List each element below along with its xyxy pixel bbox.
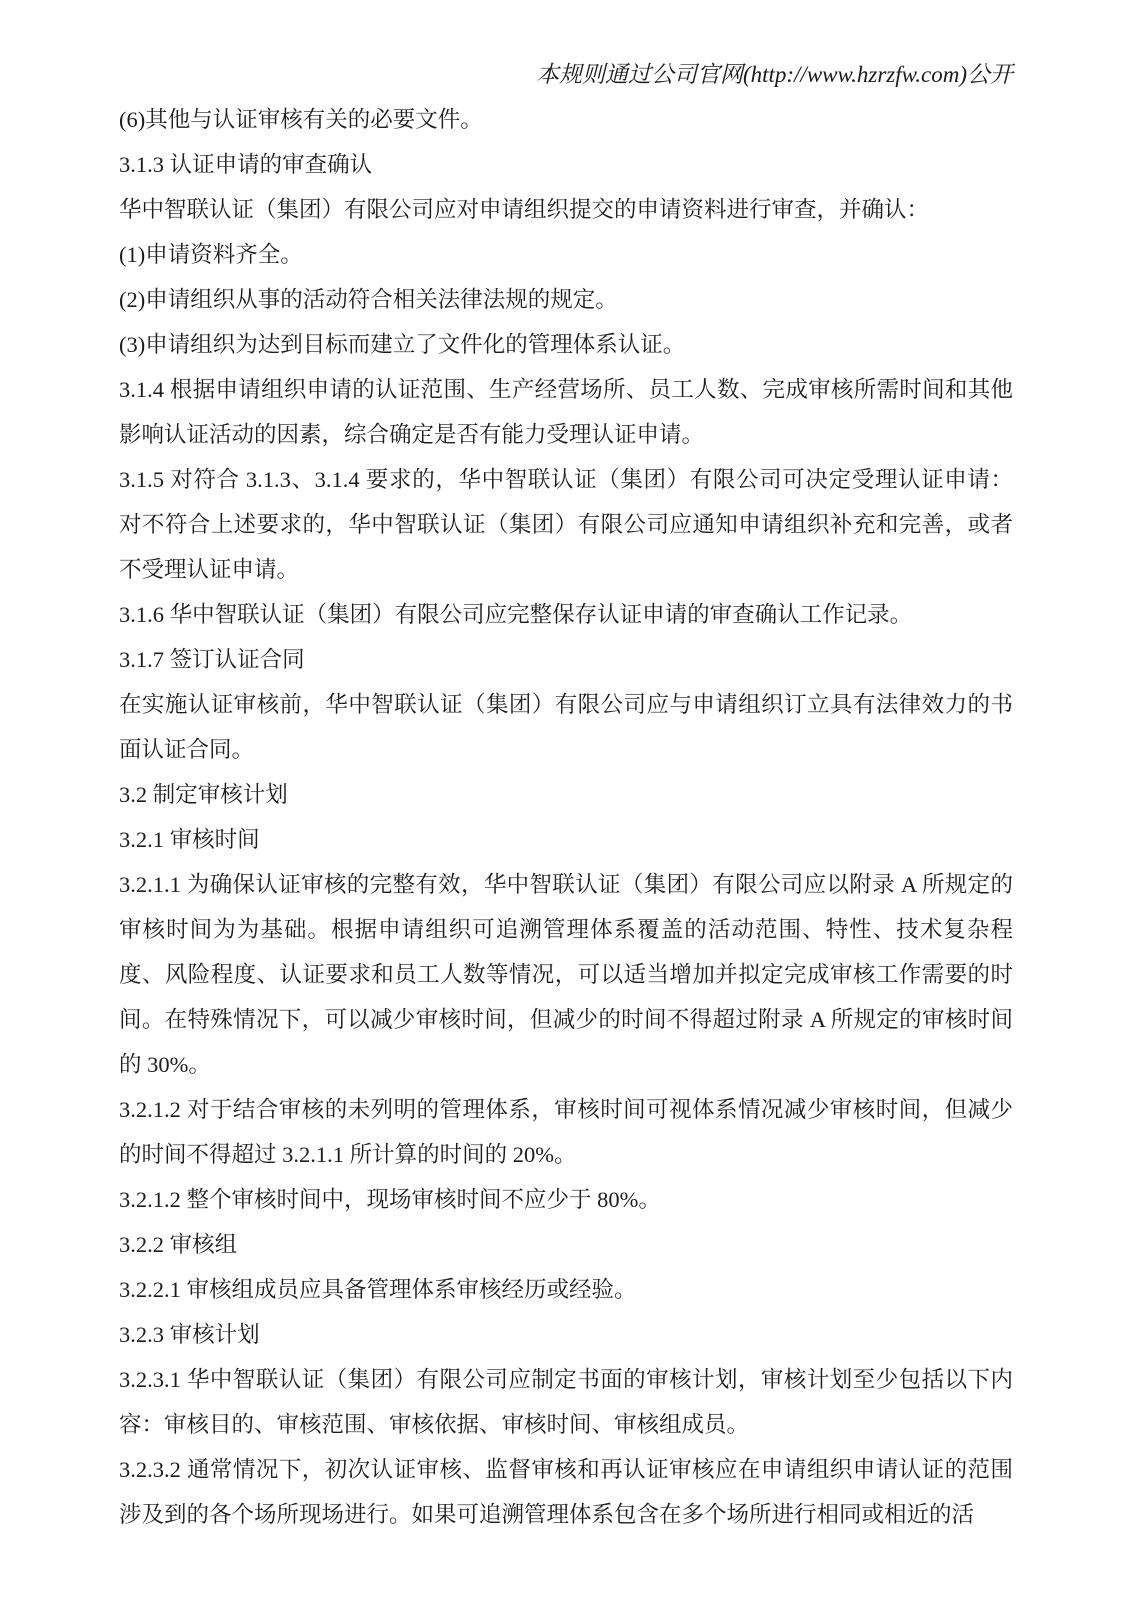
paragraph: 3.2.2 审核组 — [119, 1232, 238, 1257]
paragraph: 3.1.6 华中智联认证（集团）有限公司应完整保存认证申请的审查确认工作记录。 — [119, 602, 913, 627]
paragraph: 3.2.1.2 对于结合审核的未列明的管理体系，审核时间可视体系情况减少审核时间，但减少的时间不得超过 3.2.1.1 所计算的时间的 20%。 — [119, 1097, 1013, 1167]
page-header-note: 本规则通过公司官网(http://www.hzrzfw.com)公开 — [535, 62, 1013, 87]
paragraph: (6)其他与认证审核有关的必要文件。 — [119, 107, 483, 132]
paragraph: (1)申请资料齐全。 — [119, 242, 303, 267]
paragraph: 3.1.5 对符合 3.1.3、3.1.4 要求的，华中智联认证（集团）有限公司可决定受理认证申请：对不符合上述要求的，华中智联认证（集团）有限公司应通知申请组织补充和完善，或者不受理认证申请。 — [119, 467, 1013, 582]
paragraph: 3.1.3 认证申请的审查确认 — [119, 152, 373, 177]
paragraph: 华中智联认证（集团）有限公司应对申请组织提交的申请资料进行审查，并确认： — [119, 197, 930, 222]
document-content — [119, 54, 1013, 1537]
paragraph: 3.2.1.2 整个审核时间中，现场审核时间不应少于 80%。 — [119, 1187, 661, 1212]
paragraph: 3.2.3 审核计划 — [119, 1322, 260, 1347]
paragraph: 3.1.7 签订认证合同 — [119, 647, 305, 672]
paragraph: 3.2.1.1 为确保认证审核的完整有效，华中智联认证（集团）有限公司应以附录 A 所规定的审核时间为为基础。根据申请组织可追溯管理体系覆盖的活动范围、特性、技术复杂程度、风险程度、认证要求和员工人数等情况，可以适当增加并拟定完成审核工作需要的时间。在特殊情况下，可以减少审核时间，但减少的时间不得超过附录 A 所规定的审核时间的 30%。 — [119, 872, 1013, 1077]
paragraph: (2)申请组织从事的活动符合相关法律法规的规定。 — [119, 287, 618, 312]
paragraph: (3)申请组织为达到目标而建立了文件化的管理体系认证。 — [119, 332, 686, 357]
paragraph: 3.1.4 根据申请组织申请的认证范围、生产经营场所、员工人数、完成审核所需时间和其他影响认证活动的因素，综合确定是否有能力受理认证申请。 — [119, 377, 1013, 447]
paragraph: 3.2.3.1 华中智联认证（集团）有限公司应制定书面的审核计划，审核计划至少包括以下内容：审核目的、审核范围、审核依据、审核时间、审核组成员。 — [119, 1367, 1013, 1437]
paragraph: 3.2.3.2 通常情况下，初次认证审核、监督审核和再认证审核应在申请组织申请认证的范围涉及到的各个场所现场进行。如果可追溯管理体系包含在多个场所进行相同或相近的活 — [119, 1457, 1013, 1527]
document-body — [119, 97, 1013, 1537]
paragraph: 在实施认证审核前，华中智联认证（集团）有限公司应与申请组织订立具有法律效力的书面认证合同。 — [119, 692, 1013, 762]
paragraph: 3.2.2.1 审核组成员应具备管理体系审核经历或经验。 — [119, 1277, 637, 1302]
paragraph: 3.2.1 审核时间 — [119, 827, 260, 852]
paragraph: 3.2 制定审核计划 — [119, 782, 288, 807]
